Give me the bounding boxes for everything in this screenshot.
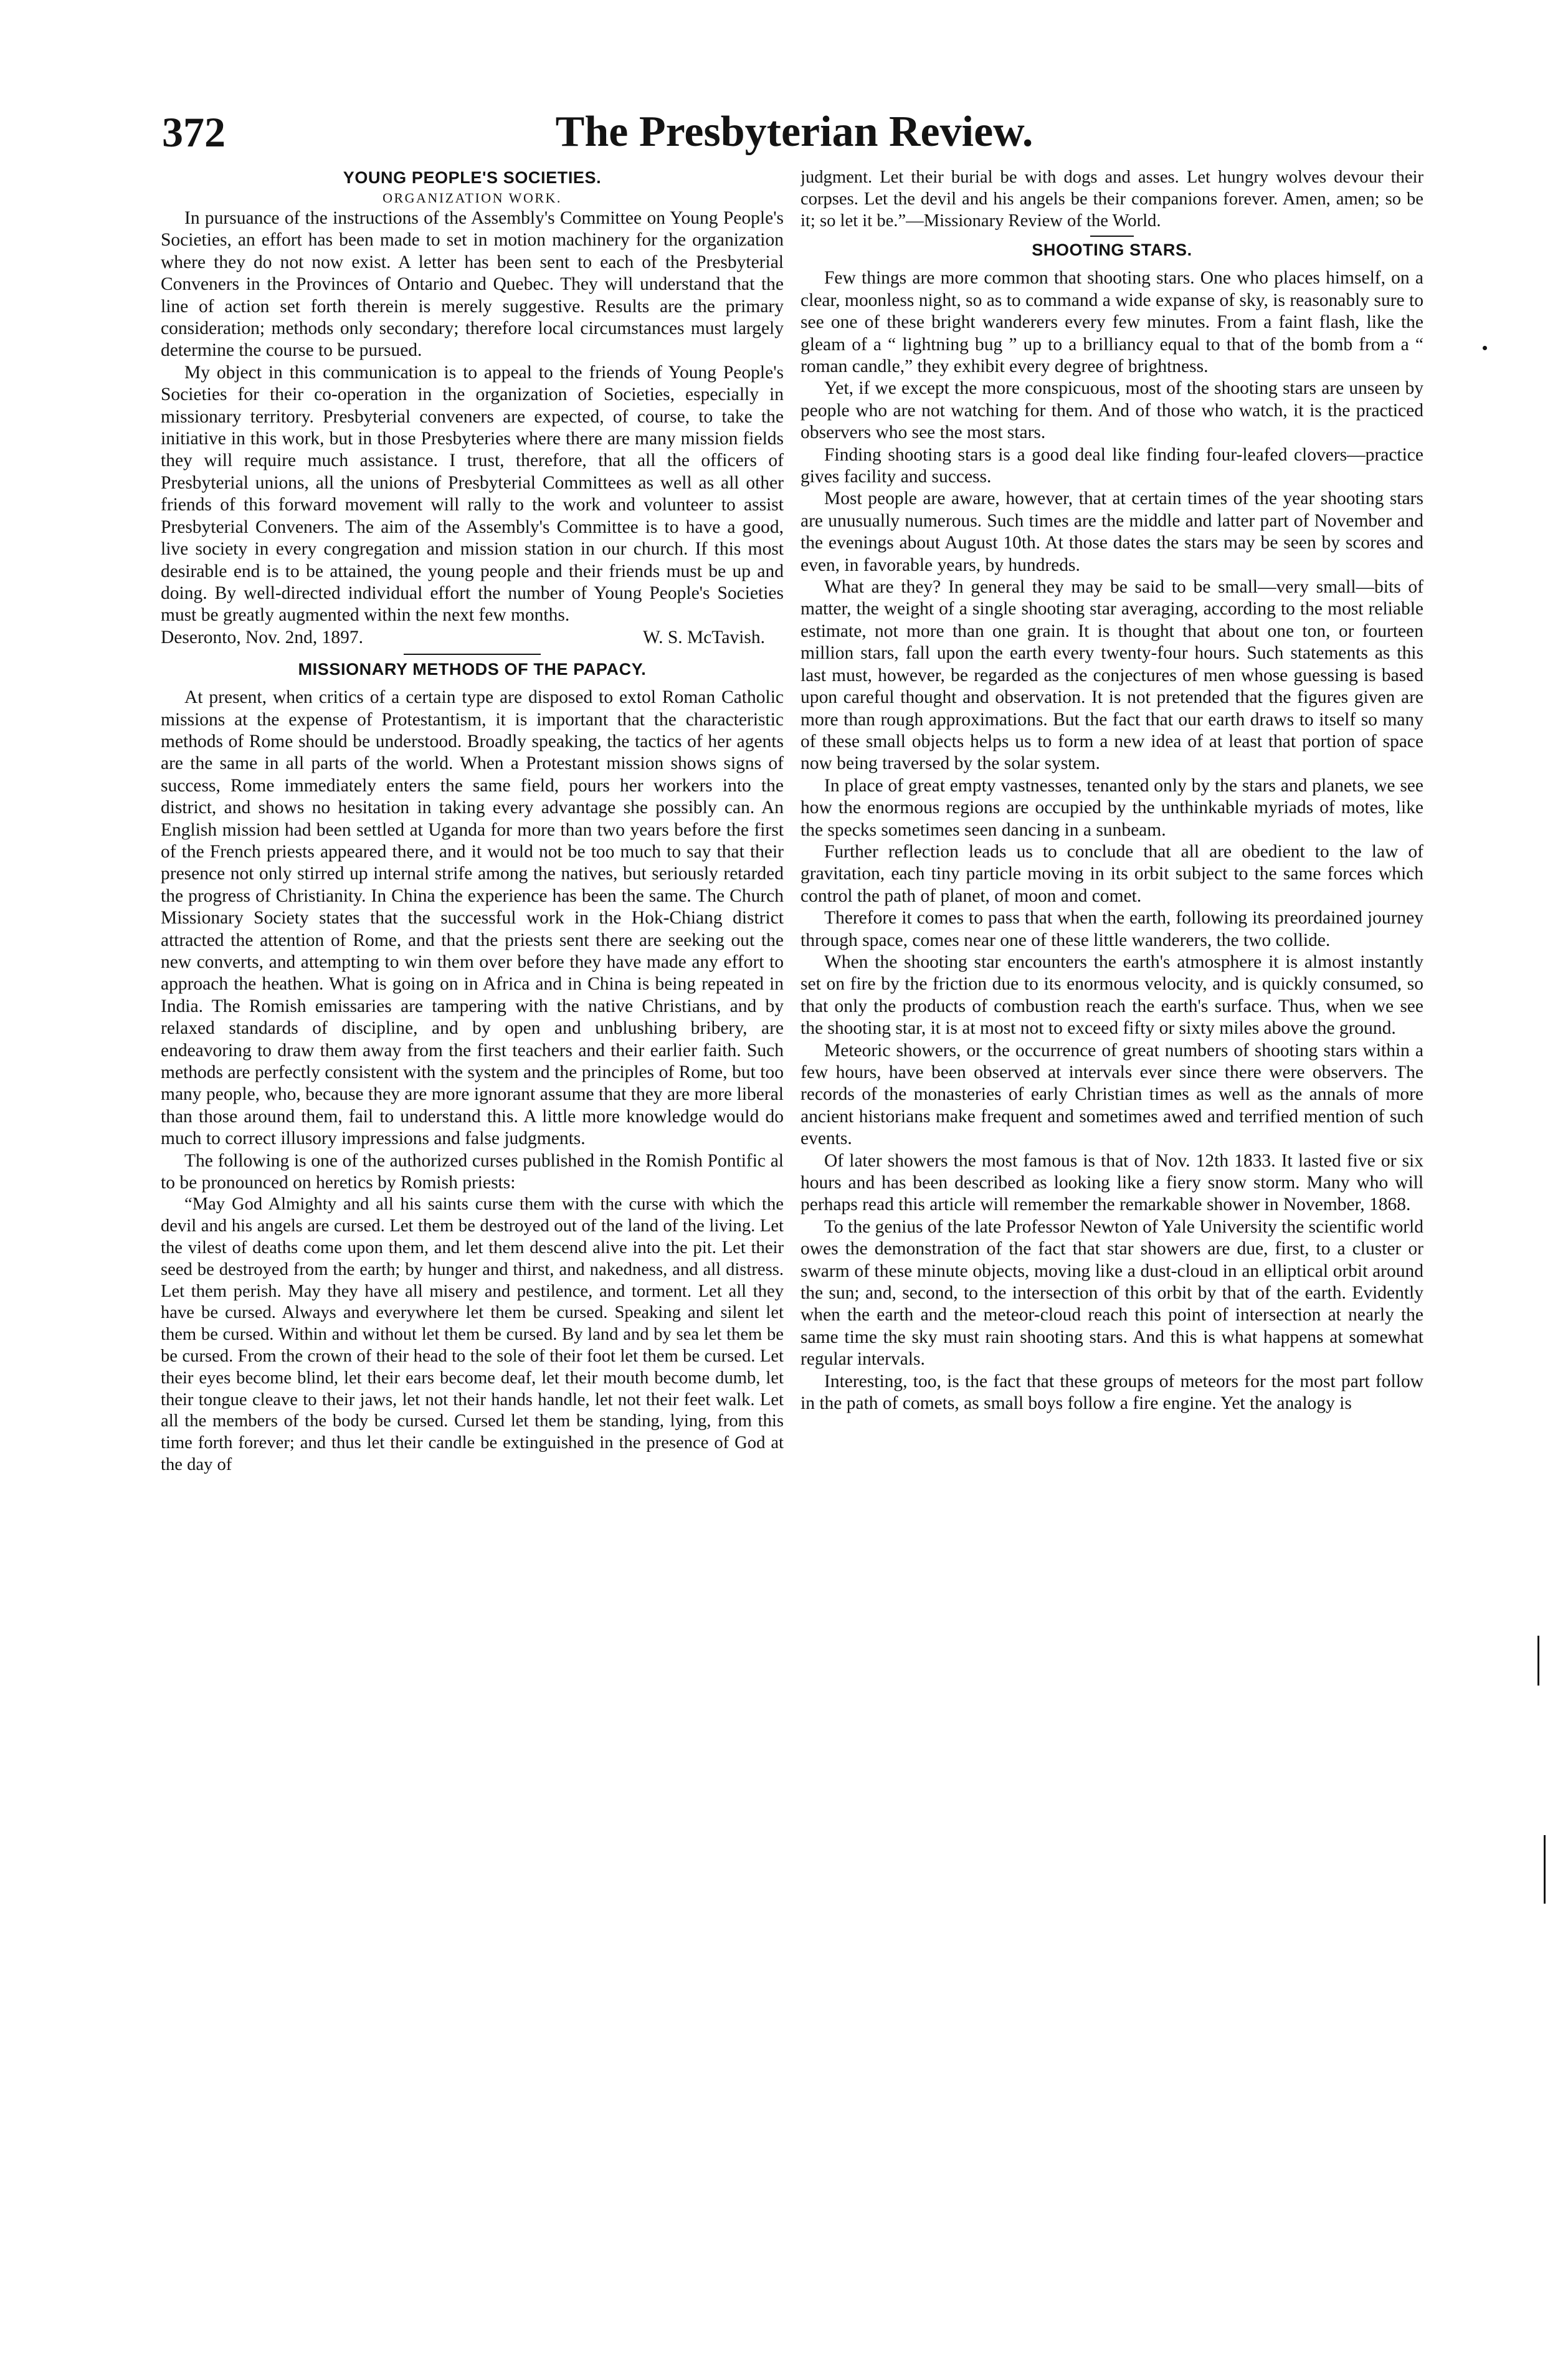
paragraph: Therefore it comes to pass that when the earth, following its preordained journey through space, comes near one of these little wanderers, the two collide. (801, 908, 1423, 950)
signature-place-date: Deseronto, Nov. 2nd, 1897. (161, 627, 364, 647)
article-young-peoples-societies (161, 167, 784, 649)
paragraph: Most people are aware, however, that at certain times of the year shooting stars are unusually numerous. Such times are the middle and latter part of November and the evenings about August 10th. At those dates the stars may be seen by scores and even, in favorable years, by hundreds. (801, 489, 1423, 575)
paragraph: Finding shooting stars is a good deal like finding four-leafed clovers—practice gives facility and success. (801, 444, 1423, 487)
margin-ink-mark (1537, 1636, 1539, 1686)
paragraph: What are they? In general they may be said to be small—very small—bits of matter, the weight of a single shooting star averaging, according to the most reliable estimate, not more than one grain. It is thought that about one ton, or fourteen million stars, fall upon the earth every twenty-four hours. Such statements as this last must, however, be regarded as the conjectures of men whose guessing is based upon careful thought and observation. It is not pretended that the figures given are more than rough approximations. But the fact that our earth draws to itself so many of these small objects helps us to form a new idea of at least that portion of space now being traversed by the solar system. (801, 577, 1423, 774)
paragraph: In pursuance of the instructions of the Assembly's Committee on Young People's Societies, an effort has been made to set in motion machinery for the organization where they do not now exist. A letter has been sent to each of the Presbyterial Conveners in the Provinces of Ontario and Quebec. They will understand that the line of action set forth therein is merely suggestive. Results are the primary consideration; methods only secondary; therefore local circumstances must largely determine the course to be pursued. (161, 208, 784, 361)
paragraph: Of later showers the most famous is that of Nov. 12th 1833. It lasted five or six hours and has been described as looking like a fiery snow storm. Many who will perhaps read this article will remember the remarkable shower in November, 1868. (801, 1150, 1423, 1215)
section-divider (404, 654, 541, 655)
section-divider (1090, 236, 1134, 237)
page-header (162, 107, 1427, 163)
paragraph: Meteoric showers, or the occurrence of great numbers of shooting stars within a few hours, have been observed at intervals ever since there were observers. The records of the monasteries of early Christian times as well as the annals of more ancient historians make frequent and sometimes awed and terrified mention of such events. (801, 1040, 1423, 1149)
article-heading: SHOOTING STARS. (1032, 241, 1192, 260)
paragraph: In place of great empty vastnesses, tenanted only by the stars and planets, we see how the enormous regions are occupied by the unthinkable myriads of motes, like the specks sometimes seen dancing in a sunbeam. (801, 775, 1423, 840)
margin-ink-dot (1483, 346, 1487, 350)
signature-line (161, 627, 784, 649)
article-heading: MISSIONARY METHODS OF THE PAPACY. (298, 660, 647, 679)
heading-spacer (161, 680, 784, 687)
paragraph: The following is one of the authorized curses published in the Romish Pontific al to be pronounced on heretics by Romish priests: (161, 1150, 784, 1193)
paragraph: My object in this communication is to appeal to the friends of Young People's Societies for their co-operation in the organization of Societies, especially in missionary territory. Presbyterial conveners are expected, of course, to take the initiative in this work, but in those Presbyteries where there are many mission fields they will require much assistance. I trust, therefore, that all the officers of Presbyterial unions, all the unions of Presbyterial Committees as well as all other friends of this forward movement will rally to the work and volunteer to assist Presbyterial Conveners. The aim of the Assembly's Committee is to have a good, live society in every congregation and mission station in our church. If this most desirable end is to be attained, the young people and their friends must be up and doing. By well-directed individual effort the number of Young People's Societies must be greatly augmented within the next few months. (161, 362, 784, 626)
article-subheading: ORGANIZATION WORK. (382, 190, 562, 206)
running-title: The Presbyterian Review. (555, 108, 1033, 156)
paragraph: Yet, if we except the more conspicuous, most of the shooting stars are unseen by people who are not watching for them. And of those who watch, it is the practiced observers who see the most stars. (801, 378, 1423, 443)
margin-ink-mark (1544, 1835, 1546, 1904)
paragraph: At present, when critics of a certain type are disposed to extol Roman Catholic missions at the expense of Protestantism, it is important that the characteristic methods of Rome should be understood. Broadly speaking, the tactics of her agents are the same in all parts of the world. When a Protestant mission shows signs of success, Rome immediately enters the same field, pours her workers into the district, and shows no hesitation in taking every advantage she possibly can. An English mission had been settled at Uganda for more than two years before the first of the French priests appeared there, and it would not be too much to say that their presence not only stirred up internal strife among the natives, but seriously retarded the progress of Christianity. In China the experience has been the same. The Church Missionary Society states that the successful work in the Hok-Chiang district attracted the attention of Rome, and that the priests sent there are seeking out the new converts, and attempting to win them over before they have made any effort to approach the heathen. What is going on in Africa and in China is being repeated in India. The Romish emissaries are tampering with the native Christians, and by relaxed standards of discipline, and by open and unblushing bribery, are endeavoring to draw them away from the first teachers and their earlier faith. Such methods are perfectly consistent with the system and the principles of Rome, but too many people, who, because they are more ignorant assume that they are more liberal than those around them, fail to understand this. A little more knowledge would do much to correct illusory impressions and false judgments. (161, 687, 784, 1149)
article-missionary-methods (161, 659, 784, 1476)
quoted-curse-continued: judgment. Let their burial be with dogs and asses. Let hungry wolves devour their corpses. Let the devil and his angels be their companions forever. Amen, amen; so be it; so let it be.”—Missionary Review of the World. (801, 168, 1423, 231)
right-column (801, 167, 1423, 2335)
heading-spacer (801, 261, 1423, 267)
signature-author: W. S. McTavish. (643, 627, 765, 647)
left-column (161, 167, 784, 2335)
paragraph: To the genius of the late Professor Newton of Yale University the scientific world owes the demonstration of the fact that star showers are due, first, to a cluster or swarm of these minute objects, moving like a dust-cloud in an elliptical orbit around the sun; and, second, to the intersection of this orbit by that of the earth. Evidently when the earth and the meteor-cloud reach this point of intersection at nearly the same time the sky must rain shooting stars. And this is what happens at somewhat regular intervals. (801, 1216, 1423, 1370)
page-number: 372 (162, 108, 226, 156)
article-heading: YOUNG PEOPLE'S SOCIETIES. (343, 168, 602, 187)
paragraph: When the shooting star encounters the earth's atmosphere it is almost instantly set on fire by the friction due to its enormous velocity, and is quickly consumed, so that only the products of combustion reach the earth's surface. Thus, when we see the shooting star, it is at most not to exceed fifty or sixty miles above the ground. (801, 952, 1423, 1039)
paragraph: Further reflection leads us to conclude that all are obedient to the law of gravitation, each tiny particle moving in its orbit subject to the same forces which control the path of planet, of moon and comet. (801, 841, 1423, 906)
paragraph: Few things are more common that shooting stars. One who places himself, on a clear, moonless night, so as to command a wide expanse of sky, is reasonably sure to see one of these bright wanderers every few minutes. From a faint flash, like the gleam of a “ lightning bug ” up to a brilliancy equal to that of the bomb from a “ roman candle,” they exhibit every degree of brightness. (801, 268, 1423, 377)
paragraph: Interesting, too, is the fact that these groups of meteors for the most part follow in the path of comets, as small boys follow a fire engine. Yet the analogy is (801, 1371, 1423, 1414)
article-shooting-stars (801, 239, 1423, 1414)
quoted-curse: “May God Almighty and all his saints curse them with the curse with which the devil and his angels are cursed. Let them be destroyed out of the land of the living. Let the vilest of deaths come upon them, and let them descend alive into the pit. Let their seed be destroyed from the earth; by hunger and thirst, and nakedness, and all distress. Let them perish. May they have all misery and pestilence, and torment. Let all they have be cursed. Always and everywhere let them be cursed. Speaking and silent let them be cursed. Within and without let them be cursed. By land and by sea let them be be cursed. From the crown of their head to the sole of their foot let them be cursed. Let their eyes become blind, let their ears become deaf, let their mouth become dumb, let their tongue cleave to their jaws, let not their hands handle, let not their feet walk. Let all the members of the body be cursed. Cursed let them be standing, lying, from this time forth forever; and thus let their candle be extinguished in the presence of God at the day of (161, 1195, 784, 1475)
